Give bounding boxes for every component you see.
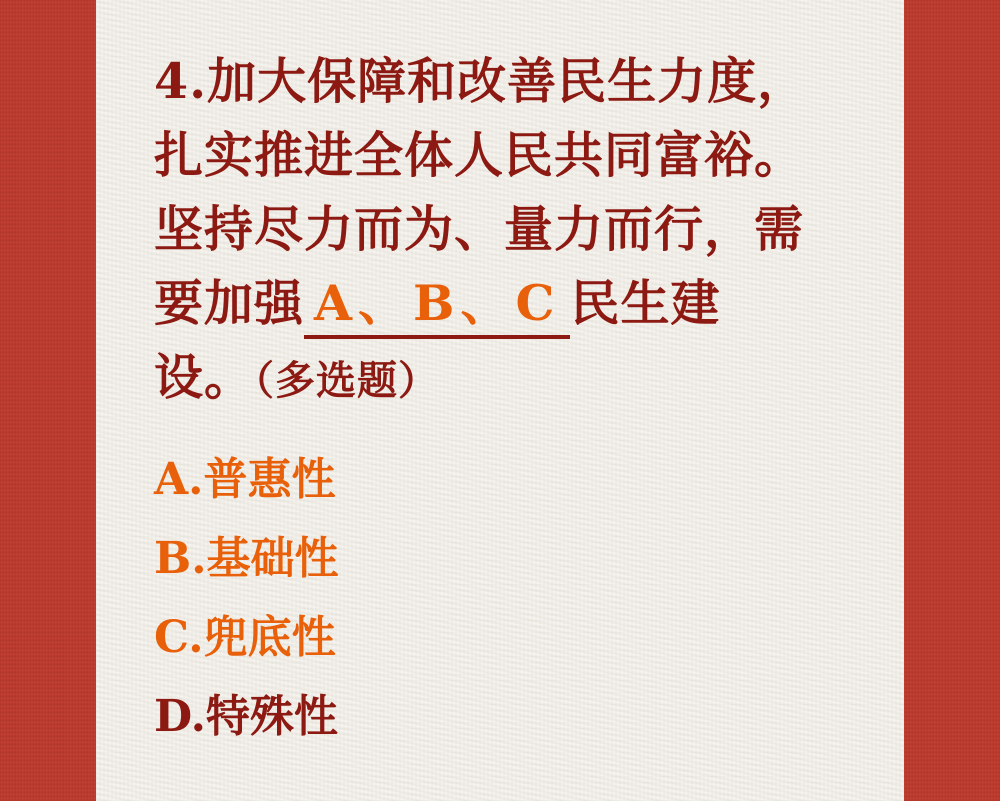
option-a-letter: A.	[154, 454, 204, 505]
question-line-4-after: 民生建	[570, 274, 721, 332]
option-d-letter: D.	[154, 691, 206, 742]
option-d	[154, 677, 846, 756]
option-a-text: 普惠性	[203, 454, 336, 505]
question-number: 4.	[154, 52, 208, 110]
answer-blank: A、B、C	[304, 271, 570, 339]
question-line-1: 加大保障和改善民生力度，	[207, 52, 808, 110]
option-c-text: 兜底性	[203, 612, 336, 663]
question-line-4-before: 要加强	[154, 274, 305, 332]
option-d-text: 特殊性	[205, 691, 338, 742]
option-b-text: 基础性	[206, 533, 339, 584]
option-c-letter: C.	[154, 612, 204, 663]
question-line-5: 设。	[154, 348, 255, 406]
option-b	[154, 519, 846, 598]
option-a	[154, 440, 846, 519]
question-text	[154, 44, 846, 418]
paper-panel	[96, 0, 904, 801]
question-type-label: （多选题）	[254, 357, 440, 404]
option-c	[154, 598, 846, 677]
question-line-2: 扎实推进全体人民共同富裕。	[154, 126, 805, 184]
question-line-3: 坚持尽力而为、量力而行，需	[154, 200, 805, 258]
option-b-letter: B.	[154, 533, 207, 584]
options-list	[154, 440, 846, 756]
